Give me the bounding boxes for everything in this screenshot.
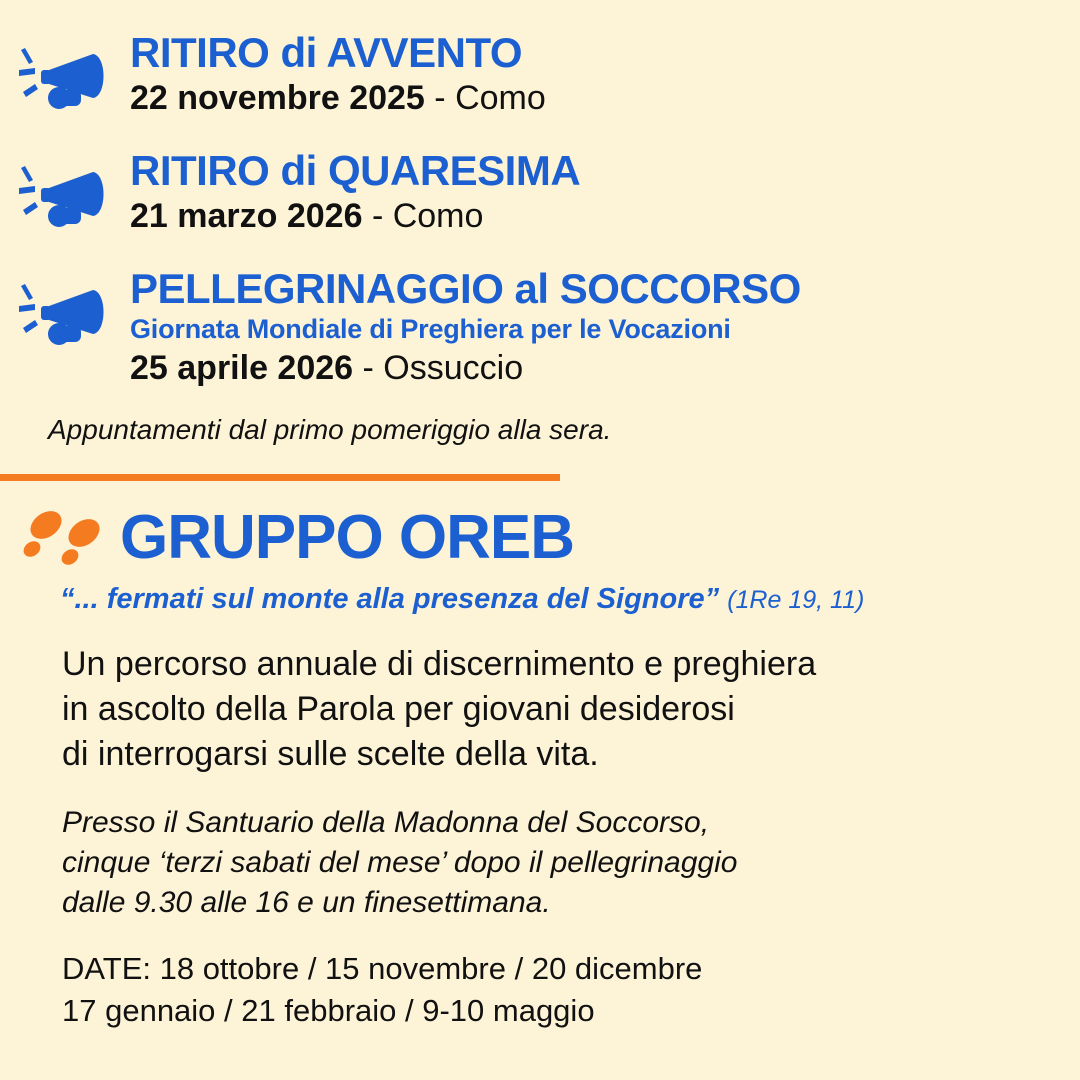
oreb-title: GRUPPO OREB: [120, 503, 575, 573]
event-separator: -: [362, 197, 393, 236]
oreb-quote-reference: (1Re 19, 11): [727, 586, 865, 615]
oreb-description: [62, 642, 1080, 777]
event-text: [130, 148, 1080, 236]
event-item: [0, 148, 1080, 240]
oreb-dates: [62, 948, 1080, 1030]
oreb-dates-line: 17 gennaio / 21 febbraio / 9-10 maggio: [62, 992, 595, 1028]
event-title: RITIRO di QUARESIMA: [130, 147, 581, 194]
oreb-description-line: Un percorso annuale di discernimento e preghiera: [62, 645, 817, 684]
event-date: 21 marzo 2026: [130, 197, 363, 236]
megaphone-icon: [0, 148, 130, 240]
event-text: [130, 30, 1080, 118]
footprints-icon: [0, 503, 120, 573]
oreb-dates-line: DATE: 18 ottobre / 15 novembre / 20 dicembre: [62, 951, 703, 987]
event-date-line: [130, 349, 1080, 388]
event-subtitle: Giornata Mondiale di Preghiera per le Vocazioni: [130, 314, 731, 345]
events-section: [0, 0, 1080, 446]
event-date: 22 novembre 2025: [130, 79, 425, 118]
oreb-section: [0, 481, 1080, 1031]
event-date-line: [130, 79, 1080, 118]
event-item: [0, 30, 1080, 122]
oreb-header: [0, 503, 1080, 573]
oreb-location-info: [62, 803, 1080, 923]
event-separator: -: [353, 349, 384, 388]
event-date-line: [130, 197, 1080, 236]
oreb-quote: “... fermati sul monte alla presenza del Signore”: [60, 583, 720, 616]
event-text: [130, 266, 1080, 388]
section-divider: [0, 474, 560, 481]
megaphone-icon: [0, 266, 130, 358]
event-date: 25 aprile 2026: [130, 349, 354, 388]
event-title: RITIRO di AVVENTO: [130, 29, 523, 76]
event-title: PELLEGRINAGGIO al SOCCORSO: [130, 265, 801, 312]
oreb-location-line: Presso il Santuario della Madonna del Soccorso,: [62, 805, 710, 839]
event-place: Ossuccio: [383, 349, 524, 388]
event-item: [0, 266, 1080, 388]
event-place: Como: [455, 79, 546, 118]
events-note: Appuntamenti dal primo pomeriggio alla sera.: [48, 414, 612, 446]
oreb-location-line: cinque ‘terzi sabati del mese’ dopo il pellegrinaggio: [62, 845, 738, 879]
oreb-location-line: dalle 9.30 alle 16 e un finesettimana.: [62, 885, 551, 919]
oreb-description-line: in ascolto della Parola per giovani desiderosi: [62, 690, 735, 729]
event-separator: -: [424, 79, 456, 118]
oreb-quote-line: [60, 583, 1080, 616]
megaphone-icon: [0, 30, 130, 122]
event-place: Como: [392, 197, 484, 236]
oreb-description-line: di interrogarsi sulle scelte della vita.: [62, 734, 599, 773]
